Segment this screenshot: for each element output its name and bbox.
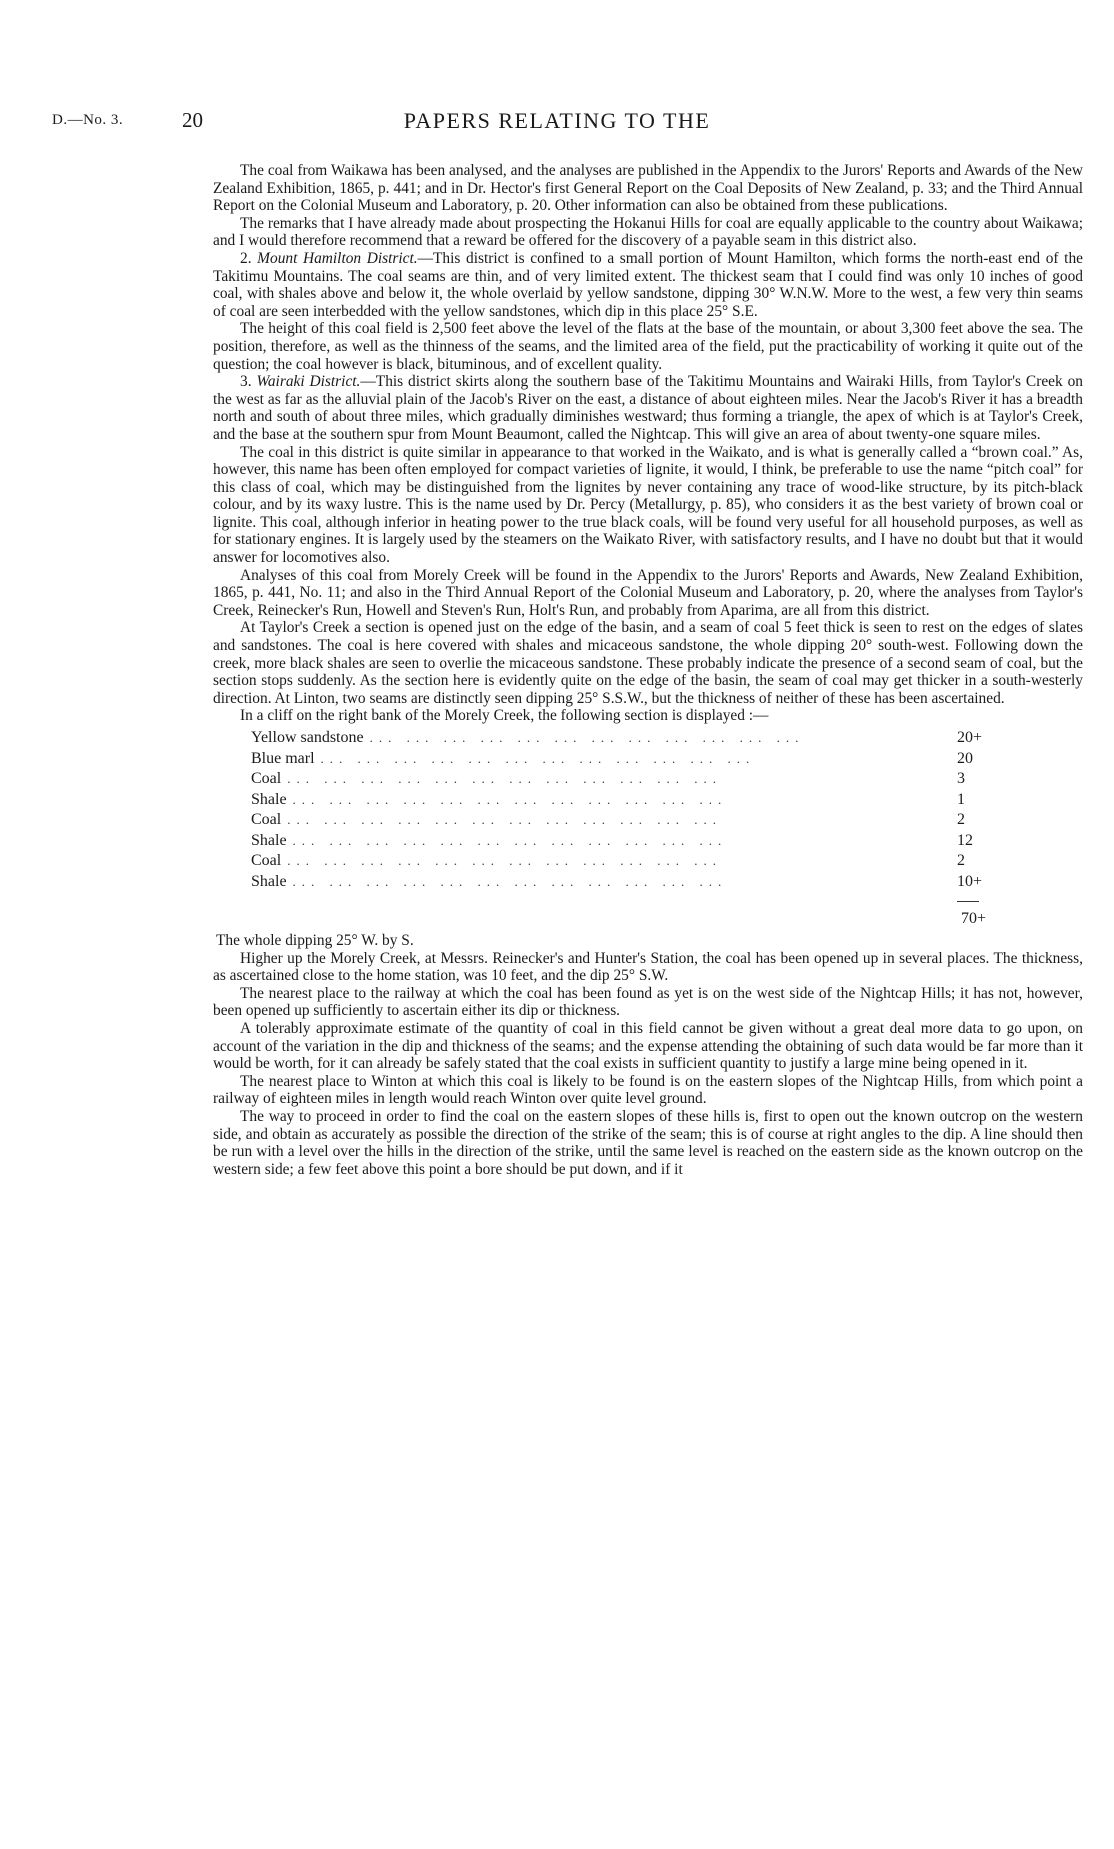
paragraph: The coal from Waikawa has been analysed, and the analyses are published in the Appendix to the Jurors' Reports and Awards of the New Zealand Exhibition, 1865, p. 441; and in Dr. Hector's first General Report on the Coal Deposits of New Zealand, p. 33; and the Third Annual Report on the Colonial Museum and Laboratory, p. 20. Other information can also be obtained from these publications. <box>213 162 1083 215</box>
paragraph: The nearest place to the railway at which the coal has been found as yet is on the west side of the Nightcap Hills; it has not, however, been opened up sufficiently to ascertain either its dip or thickness. <box>213 984 1083 1020</box>
paragraph: The way to proceed in order to find the coal on the eastern slopes of these hills is, first to open out the known outcrop on the western side, and obtain as accurately as possible the direction of the strike of the seam; this is of course at right angles to the dip. A line should then be run with a level over the hills in the direction of the strike, until the same level is reached on the eastern side as the known outcrop on the western side; a few feet above this point a bore should be put down, and if it <box>213 1107 1083 1178</box>
table-row <box>251 872 1003 893</box>
rock-thickness: 2 <box>957 852 965 869</box>
rock-thickness: 20+ <box>957 729 983 746</box>
rock-name: Coal <box>251 770 282 787</box>
rock-name: Coal <box>251 852 282 869</box>
section-number: 2. <box>240 249 252 267</box>
table-row <box>251 790 1003 811</box>
section-heading: Mount Hamilton District. <box>257 249 418 267</box>
rock-thickness: 10+ <box>957 872 983 890</box>
dot-leader: ... ... ... ... ... ... ... ... ... ... ... ... <box>287 853 722 868</box>
section-text: —This district is confined to a small portion of Mount Hamilton, which forms the north-east end of the Takitimu Mountains. The coal seams are thin, and of very limited extent. The thickest seam that I could find was only 10 inches of good coal, with shales above and below it, the whole overlaid by yellow sandstone, dipping 30° W.N.W. More to the west, a few very thin seams of coal are seen interbedded with the yellow sandstones, which dip in this place 25° S.E. <box>213 249 1083 320</box>
page-number: 20 <box>182 108 203 132</box>
table-row <box>251 769 1003 790</box>
paragraph: The height of this coal field is 2,500 feet above the level of the flats at the base of the mountain, or about 3,300 feet above the sea. The position, therefore, as well as the thinness of the seams, and the limited area of the field, put the practicability of working it quite out of the question; the coal however is black, bituminous, and of excellent quality. <box>213 320 1083 373</box>
series-number: D.—No. 3. <box>52 112 124 128</box>
rock-thickness: 3 <box>957 770 965 787</box>
running-title: PAPERS RELATING TO THE <box>403 108 711 133</box>
paragraph: The whole dipping 25° W. by S. <box>216 932 414 949</box>
rock-thickness: 20 <box>957 749 973 767</box>
rock-name: Coal <box>251 811 282 828</box>
paragraph: Higher up the Morely Creek, at Messrs. Reinecker's and Hunter's Station, the coal has been opened up in several places. The thickness, as ascertained close to the home station, was 10 feet, and the dip 25° S.W. <box>213 949 1083 985</box>
body-text <box>213 162 1083 1178</box>
rock-name: Yellow sandstone <box>251 729 364 746</box>
paragraph: In a cliff on the right bank of the Morely Creek, the following section is displayed :— <box>240 707 769 725</box>
table-row <box>251 728 1003 749</box>
table-row <box>251 831 1003 852</box>
dot-leader: ... ... ... ... ... ... ... ... ... ... ... ... <box>292 873 728 889</box>
table-row <box>251 810 1003 831</box>
dot-leader: ... ... ... ... ... ... ... ... ... ... ... ... <box>287 812 722 827</box>
dot-leader: ... ... ... ... ... ... ... ... ... ... ... ... <box>287 771 722 786</box>
paragraph: The coal in this district is quite similar in appearance to that worked in the Waikato, and is what is generally called a “brown coal.” As, however, this name has been often employed for compact varieties of lignite, it would, I think, be preferable to use the name “pitch coal” for this class of coal, which may be distinguished from the lignites by never containing any trace of wood-like structure, by its pitch-black colour, and by its waxy lustre. This is the name used by Dr. Percy (Metallurgy, p. 85), who considers it as the best variety of brown coal or lignite. This coal, although inferior in heating power to the true black coals, will be found very useful for all household purposes, as well as for stationary engines. It is largely used by the steamers on the Waikato River, with satisfactory results, and I have no doubt but that it would answer for locomotives also. <box>213 443 1083 567</box>
section-number: 3. <box>240 373 252 391</box>
paragraph-mount-hamilton <box>213 250 1083 320</box>
rock-thickness: 1 <box>957 790 965 808</box>
paragraph-wairaki <box>213 373 1083 443</box>
paragraph: The remarks that I have already made about prospecting the Hokanui Hills for coal are equally applicable to the country about Waikawa; and I would therefore recommend that a reward be offered for the discovery of a payable seam in this district also. <box>213 214 1083 250</box>
table-row <box>251 749 1003 770</box>
section-heading: Wairaki District. <box>256 373 361 391</box>
section-text: —This district skirts along the southern base of the Takitimu Mountains and Wairaki Hills, from Taylor's Creek on the west as far as the alluvial plain of the Jacob's River on the east, a distance of about eighteen miles. Near the Jacob's River it has a breadth north and south of about three miles, which gradually diminishes westward; thus forming a triangle, the apex of which is at Taylor's Creek, and the base at the southern spur from Mount Beaumont, called the Nightcap. This will give an area of about twenty-one square miles. <box>213 373 1083 443</box>
dot-leader: ... ... ... ... ... ... ... ... ... ... ... ... <box>369 730 805 745</box>
paragraph: Analyses of this coal from Morely Creek will be found in the Appendix to the Jurors' Reports and Awards, New Zealand Exhibition, 1865, p. 441, No. 11; and also in the Third Annual Report of the Colonial Museum and Laboratory, p. 20, where the analyses from Taylor's Creek, Reinecker's Run, Howell and Steven's Run, Holt's Run, and probably from Aparima, are all from this district. <box>213 566 1083 619</box>
rock-name: Shale <box>251 831 287 849</box>
paragraph: At Taylor's Creek a section is opened just on the edge of the basin, and a seam of coal 5 feet thick is seen to rest on the edges of slates and sandstones. The coal is here covered with shales and micaceous sandstone, the whole dipping 20° south-west. Following down the creek, more black shales are seen to overlie the micaceous sandstone. These probably indicate the presence of a second seam of coal, but the section stops suddenly. As the section here is evidently quite on the edge of the basin, the seam of coal may get thicker in a south-westerly direction. At Linton, two seams are distinctly seen dipping 25° S.S.W., but the thickness of neither of these has been ascertained. <box>213 619 1083 707</box>
dot-leader: ... ... ... ... ... ... ... ... ... ... ... ... <box>320 750 756 766</box>
total-row <box>251 902 1003 932</box>
rock-name: Shale <box>251 872 287 890</box>
paragraph: The nearest place to Winton at which this coal is likely to be found is on the eastern slopes of the Nightcap Hills, from which point a railway of eighteen miles in length would reach Winton over quite level ground. <box>213 1072 1083 1108</box>
strata-section-table <box>251 728 1003 932</box>
rock-thickness: 12 <box>957 831 973 849</box>
page-header <box>52 110 1062 140</box>
dot-leader: ... ... ... ... ... ... ... ... ... ... ... ... <box>292 791 728 807</box>
paragraph: A tolerably approximate estimate of the quantity of coal in this field cannot be given without a great deal more data to go upon, on account of the variation in the dip and thickness of the seams; and the expense attending the obtaining of such data would be far more than it would be worth, for it can already be safely stated that the coal exists in sufficient quantity to justify a large mine being opened in it. <box>213 1019 1083 1073</box>
rock-name: Shale <box>251 790 287 808</box>
rock-name: Blue marl <box>251 749 315 767</box>
dot-leader: ... ... ... ... ... ... ... ... ... ... ... ... <box>292 832 728 848</box>
rock-thickness: 2 <box>957 811 965 828</box>
table-row <box>251 851 1003 872</box>
total-thickness: 70+ <box>961 910 987 927</box>
